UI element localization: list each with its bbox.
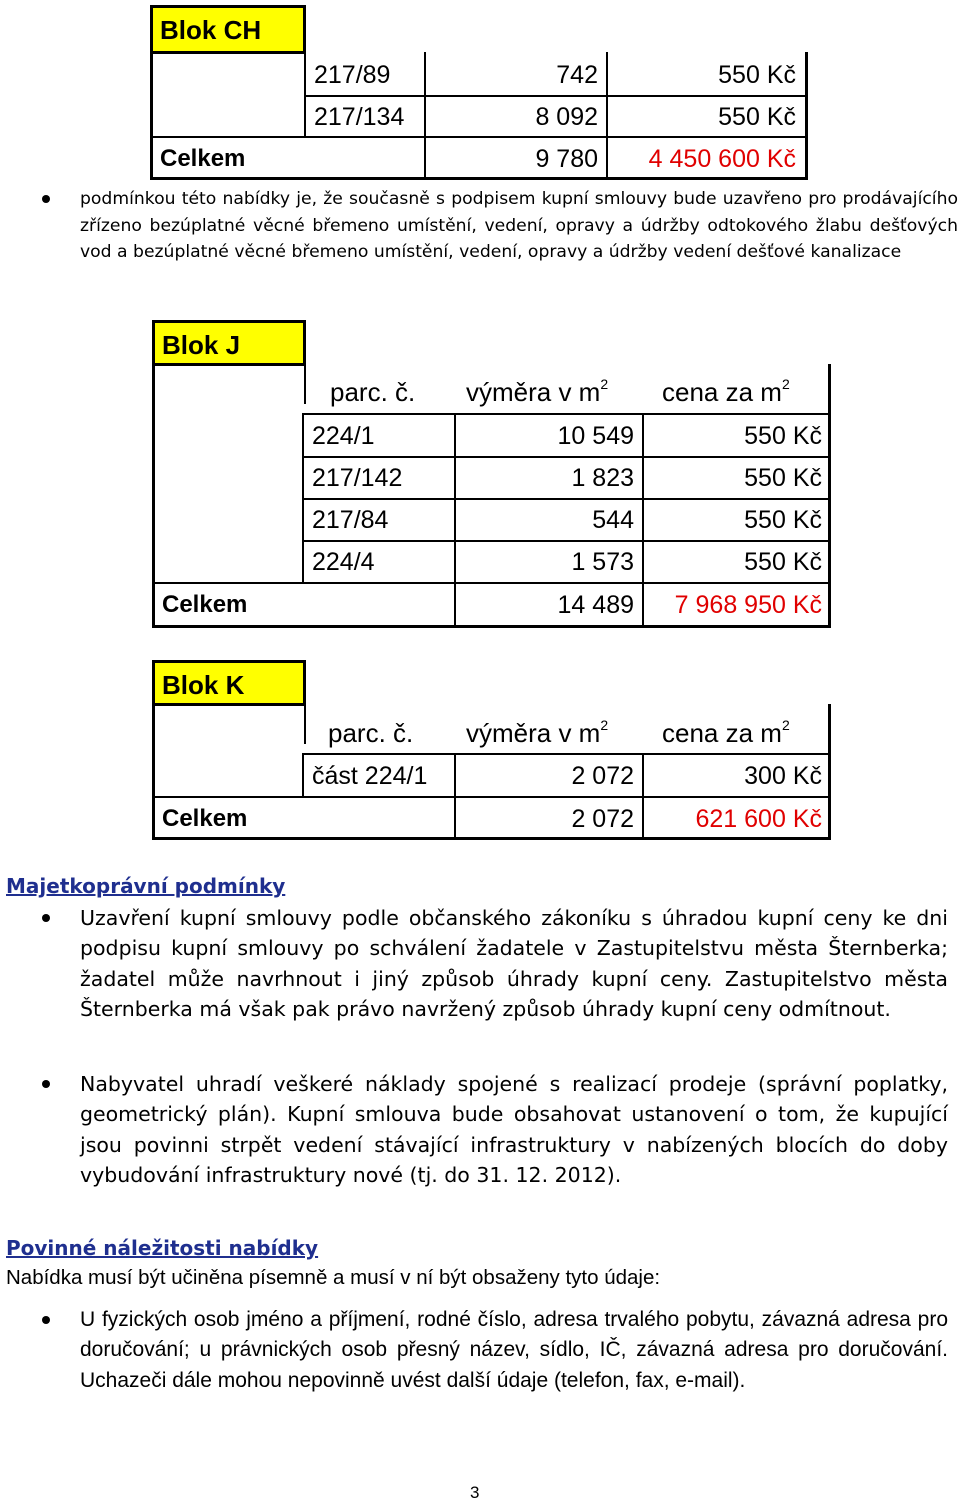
blok-k-col-line	[454, 753, 456, 838]
column-header-price	[662, 718, 790, 748]
blok-j-col-line	[302, 413, 304, 583]
superscript: 2	[600, 717, 609, 733]
parcel-price: 550 Kč	[744, 464, 822, 492]
blok-ch-col-line	[424, 52, 426, 178]
total-price: 4 450 600 Kč	[648, 145, 796, 173]
blok-k-col-line	[642, 753, 644, 838]
parcel-price: 550 Kč	[718, 61, 796, 89]
parcel-price: 550 Kč	[744, 548, 822, 576]
list-item: Nabyvatel uhradí veškeré náklady spojené s realizací prodeje (správní poplatky, geometrický plán). Kupní smlouva bude obsahovat ustanovení o tom, že kupující jsou povinni strpět vedení stávající infrastruktury v nabízených blocích do doby vybudování infrastruktury nové (tj. do 31. 12. 2012).	[80, 1072, 948, 1188]
superscript: 2	[781, 376, 790, 392]
column-header-price-label: cena za m	[662, 377, 782, 407]
column-header-price	[662, 377, 790, 407]
total-area: 14 489	[557, 591, 634, 619]
blok-j-col-line	[304, 364, 306, 404]
blok-ch-row-line	[150, 136, 806, 138]
blok-ch-col-line	[304, 52, 306, 137]
bullet-icon	[42, 1316, 50, 1324]
parcel-area: 544	[592, 506, 634, 534]
superscript: 2	[781, 717, 790, 733]
page-number: 3	[470, 1483, 480, 1502]
blok-k-title: Blok K	[162, 670, 245, 700]
parcel-area: 742	[556, 61, 598, 89]
total-area: 2 072	[571, 805, 634, 833]
parcel-area: 1 823	[571, 464, 634, 492]
total-label: Celkem	[160, 145, 246, 172]
section-intro: Nabídka musí být učiněna písemně a musí v ní být obsaženy tyto údaje:	[6, 1266, 661, 1289]
section-heading-property-conditions: Majetkoprávní podmínky	[6, 874, 286, 898]
parcel-number: 217/142	[312, 464, 403, 492]
parcel-price: 300 Kč	[744, 762, 822, 790]
parcel-area: 8 092	[535, 103, 598, 131]
parcel-price: 550 Kč	[744, 422, 822, 450]
parcel-number: 217/84	[312, 506, 389, 534]
blok-j-row-line	[304, 413, 829, 415]
blok-ch-note: podmínkou této nabídky je, že současně s podpisem kupní smlouvy bude uzavřeno pro prodávajícího zřízeno bezúplatné věcné břemeno umístění, vedení, opravy a údržby odtokového žlabu dešťových vod a bezúplatné věcné břemeno umístění, vedení, opravy a údržby vedení dešťové kanalizace	[80, 189, 958, 262]
parcel-number: 217/134	[314, 103, 405, 131]
column-header-area	[466, 377, 608, 407]
parcel-number: 224/4	[312, 548, 375, 576]
blok-j-col-line	[642, 413, 644, 626]
bullet-icon	[42, 914, 50, 922]
blok-k-row-line	[152, 796, 829, 798]
total-price: 621 600 Kč	[695, 805, 822, 833]
blok-k-row-line	[304, 753, 829, 755]
superscript: 2	[600, 376, 609, 392]
total-area: 9 780	[535, 145, 598, 173]
list-item: U fyzických osob jméno a příjmení, rodné číslo, adresa trvalého pobytu, závazná adresa pro doručování; u právnických osob přesný název, sídlo, IČ, závazná adresa pro doručování. Uchazeči dále mohou nepovinně uvést další údaje (telefon, fax, e-mail).	[80, 1308, 948, 1392]
parcel-price: 550 Kč	[744, 506, 822, 534]
blok-k-col-line	[302, 753, 304, 797]
blok-ch-col-line	[606, 52, 608, 178]
section-heading-offer-requirements: Povinné náležitosti nabídky	[6, 1236, 319, 1260]
blok-j-row-line	[304, 456, 829, 458]
blok-j-title: Blok J	[162, 330, 241, 360]
parcel-area: 10 549	[557, 422, 634, 450]
column-header-parcel: parc. č.	[330, 377, 416, 407]
parcel-number: 224/1	[312, 422, 375, 450]
blok-j-row-line	[152, 582, 829, 584]
list-item: Uzavření kupní smlouvy podle občanského zákoníku s úhradou kupní ceny ke dni podpisu kupní smlouvy po schválení žadatele v Zastupitelstvu města Šternberka; žadatel může navrhnout i jiný způsob úhrady kupní ceny. Zastupitelstvo města Šternberka má však pak právo navržený způsob úhrady kupní ceny odmítnout.	[80, 906, 948, 1022]
column-header-price-label: cena za m	[662, 718, 782, 748]
column-header-area-label: výměra v m	[466, 377, 601, 407]
blok-j-row-line	[304, 540, 829, 542]
blok-j-col-line	[454, 413, 456, 626]
total-label: Celkem	[162, 805, 248, 832]
column-header-area	[466, 718, 608, 748]
bullet-icon	[42, 195, 50, 203]
blok-ch-title: Blok CH	[160, 15, 262, 45]
column-header-area-label: výměra v m	[466, 718, 601, 748]
blok-k-col-line	[304, 704, 306, 744]
blok-ch-row-line	[306, 95, 806, 97]
column-header-parcel: parc. č.	[328, 718, 414, 748]
total-price: 7 968 950 Kč	[674, 591, 822, 619]
total-label: Celkem	[162, 591, 248, 618]
parcel-number: 217/89	[314, 61, 391, 89]
parcel-price: 550 Kč	[718, 103, 796, 131]
parcel-area: 2 072	[571, 762, 634, 790]
blok-j-row-line	[304, 498, 829, 500]
parcel-number: část 224/1	[312, 762, 428, 790]
bullet-icon	[42, 1080, 50, 1088]
parcel-area: 1 573	[571, 548, 634, 576]
